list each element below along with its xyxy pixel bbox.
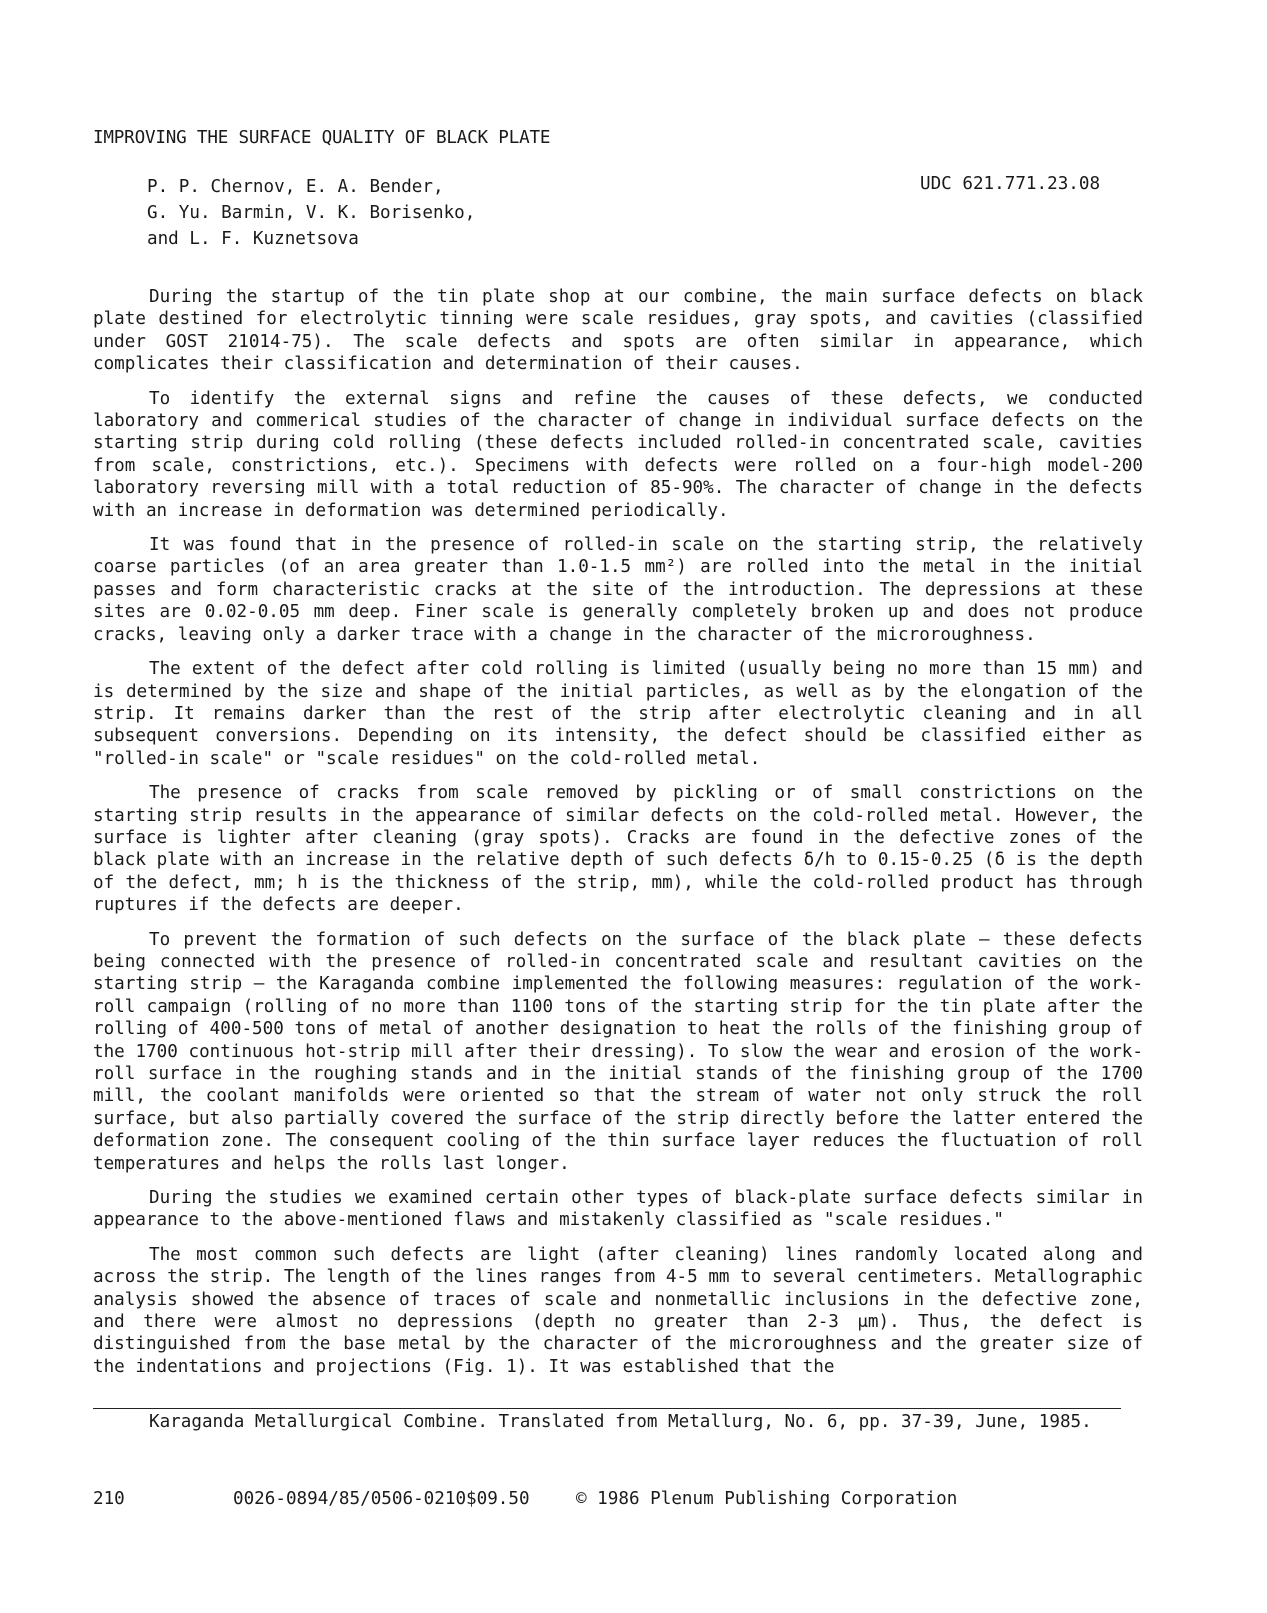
author-line: G. Yu. Barmin, V. K. Borisenko,: [147, 203, 476, 223]
footnote-divider: [93, 1408, 1121, 1409]
paragraph: The presence of cracks from scale removed by pickling or of small constrictions on the starting strip results in the appearance of similar defects on the cold-rolled metal. However, the surface is lighter after cleaning (gray spots). Cracks are found in the defective zones of the black plate with an increase in the relative depth of such defects δ/h to 0.15-0.25 (δ is the depth of the defect, mm; h is the thickness of the strip, mm), while the cold-rolled product has through ruptures if the defects are deeper.: [93, 783, 1143, 916]
paragraph: It was found that in the presence of rolled-in scale on the starting strip, the relatively coarse particles (of an area greater than 1.0-1.5 mm²) are rolled into the metal in the initial passes and form characteristic cracks at the site of the introduction. The depressions at these sites are 0.02-0.05 mm deep. Finer scale is generally completely broken up and does not produce cracks, leaving only a darker trace with a change in the character of the microroughness.: [93, 535, 1143, 645]
article-title: IMPROVING THE SURFACE QUALITY OF BLACK PLATE: [93, 128, 551, 148]
article-code: 0026-0894/85/0506-0210$09.50: [233, 1489, 530, 1509]
paragraph: During the studies we examined certain other types of black-plate surface defects similar in appearance to the above-mentioned flaws and mistakenly classified as "scale residues.": [93, 1188, 1143, 1231]
footnote: Karaganda Metallurgical Combine. Translated from Metallurg, No. 6, pp. 37-39, June, 1985.: [149, 1412, 1092, 1432]
article-body: [93, 286, 1143, 1378]
paragraph: To prevent the formation of such defects on the surface of the black plate — these defects being connected with the presence of rolled-in concentrated scale and resultant cavities on the starting strip — the Karaganda combine implemented the following measures: regulation of the work-roll campaign (rolling of no more than 1100 tons of the starting strip for the tin plate after the rolling of 400-500 tons of metal of another designation to heat the rolls of the finishing group of the 1700 continuous hot-strip mill after their dressing). To slow the wear and erosion of the work-roll surface in the roughing stands and in the initial stands of the finishing group of the 1700 mill, the coolant manifolds were oriented so that the stream of water not only struck the roll surface, but also partially covered the surface of the strip directly before the latter entered the deformation zone. The consequent cooling of the thin surface layer reduces the fluctuation of roll temperatures and helps the rolls last longer.: [93, 929, 1143, 1174]
page-number: 210: [93, 1489, 125, 1509]
udc-code: UDC 621.771.23.08: [920, 174, 1101, 194]
paragraph: The most common such defects are light (after cleaning) lines randomly located along and across the strip. The length of the lines ranges from 4-5 mm to several centimeters. Metallographic analysis showed the absence of traces of scale and nonmetallic inclusions in the defective zone, and there were almost no depressions (depth no greater than 2-3 μm). Thus, the defect is distinguished from the base metal by the character of the microroughness and the greater size of the indentations and projections (Fig. 1). It was established that the: [93, 1244, 1143, 1377]
paragraph: During the startup of the tin plate shop at our combine, the main surface defects on black plate destined for electrolytic tinning were scale residues, gray spots, and cavities (classified under GOST 21014-75). The scale defects and spots are often similar in appearance, which complicates their classification and determination of their causes.: [93, 287, 1143, 375]
copyright-notice: © 1986 Plenum Publishing Corporation: [576, 1489, 958, 1509]
paragraph: To identify the external signs and refine the causes of these defects, we conducted laboratory and commerical studies of the character of change in individual surface defects on the starting strip during cold rolling (these defects included rolled-in concentrated scale, cavities from scale, constrictions, etc.). Specimens with defects were rolled on a four-high model-200 laboratory reversing mill with a total reduction of 85-90%. The character of change in the defects with an increase in deformation was determined periodically.: [93, 388, 1143, 521]
author-line: P. P. Chernov, E. A. Bender,: [147, 177, 444, 197]
author-list: [147, 174, 475, 252]
paragraph: The extent of the defect after cold rolling is limited (usually being no more than 15 mm) and is determined by the size and shape of the initial particles, as well as by the elongation of the strip. It remains darker than the rest of the strip after electrolytic cleaning and in all subsequent conversions. Depending on its intensity, the defect should be classified either as "rolled-in scale" or "scale residues" on the cold-rolled metal.: [93, 659, 1143, 769]
author-line: and L. F. Kuznetsova: [147, 229, 359, 249]
